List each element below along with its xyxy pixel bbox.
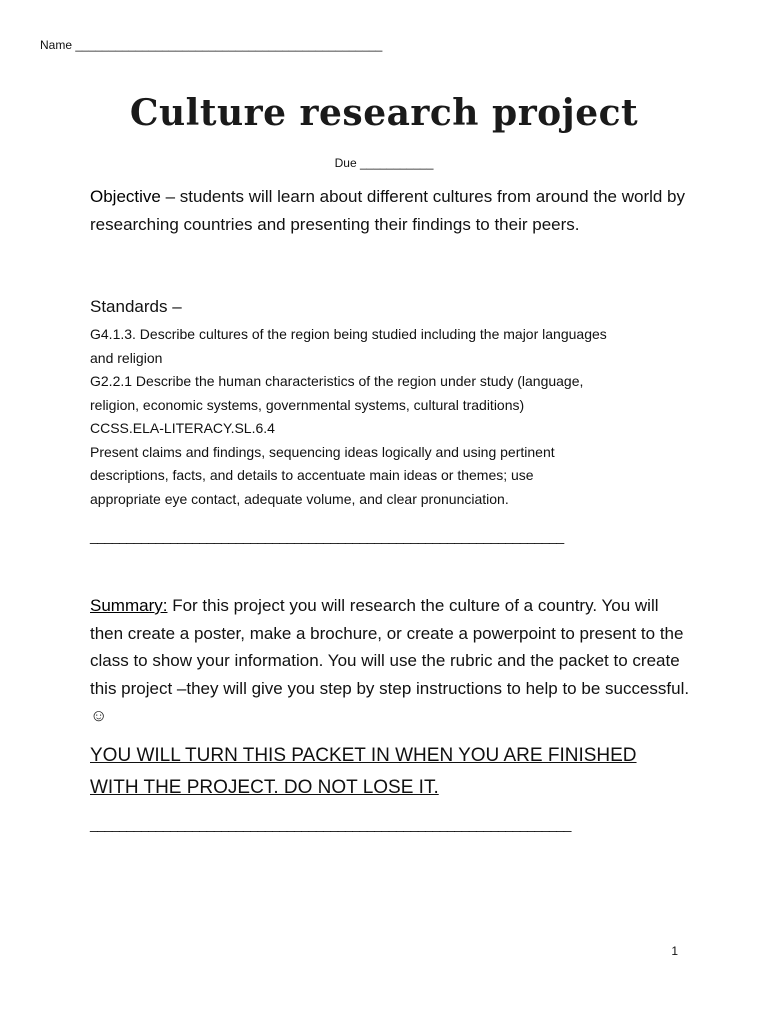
standards-heading: Standards –: [90, 297, 182, 316]
due-date-field: [0, 156, 768, 170]
summary-label: Summary:: [90, 596, 168, 615]
divider-line: __________________________________________________________________: [90, 816, 571, 832]
standards-list: [90, 323, 690, 511]
summary-paragraph: [90, 592, 690, 730]
standards-line: CCSS.ELA-LITERACY.SL.6.4: [90, 420, 275, 436]
standards-line: Present claims and findings, sequencing ideas logically and using pertinent: [90, 443, 555, 460]
standards-line: religion, economic systems, governmental systems, cultural traditions): [90, 396, 525, 413]
standards-line: G2.2.1 Describe the human characteristics of the region under study (language,: [90, 373, 584, 389]
packet-notice: YOU WILL TURN THIS PACKET IN WHEN YOU ARE FINISHED WITH THE PROJECT. DO NOT LOSE IT.: [90, 745, 637, 798]
objective-text: – students will learn about different cultures from around the world by researching countries and presenting their findings to their peers.: [90, 187, 686, 234]
page-number: 1: [671, 944, 678, 958]
summary-text: For this project you will research the culture of a country. You will then create a poster, make a brochure, or create a powerpoint to present to the class to show your information. You will use the rubric and the packet to create this project –they will give you step by step instructions to help to be successful. ☺: [90, 596, 690, 725]
standards-line: and religion: [90, 349, 163, 366]
name-label: Name: [40, 38, 73, 52]
objective-label: Objective: [90, 187, 161, 206]
due-label: Due: [334, 156, 357, 170]
due-blank-line: ___________: [359, 156, 434, 170]
standards-line: descriptions, facts, and details to accentuate main ideas or themes; use: [90, 467, 534, 483]
divider-line: _________________________________________________________________: [90, 528, 564, 544]
standards-line: G4.1.3. Describe cultures of the region being studied including the major languages: [90, 326, 607, 342]
standards-line: appropriate eye contact, adequate volume, and clear pronunciation.: [90, 490, 509, 507]
name-field: [40, 38, 382, 52]
objective-paragraph: [90, 183, 690, 239]
name-blank-line: ______________________________________________: [75, 38, 383, 52]
page-title: Culture research project: [129, 92, 639, 134]
